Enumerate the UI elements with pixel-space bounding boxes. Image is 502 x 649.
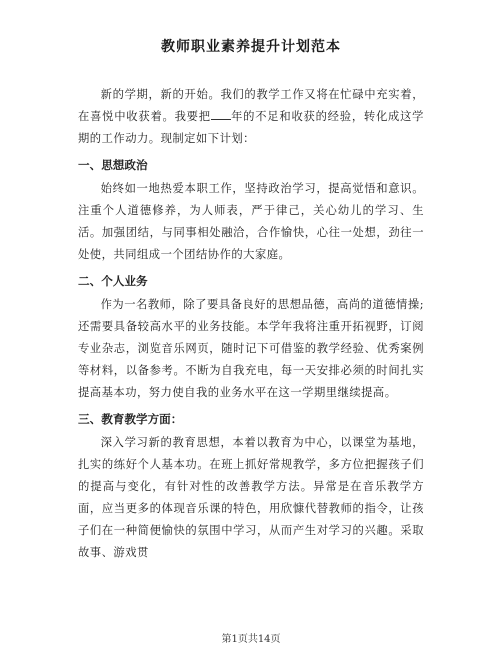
blank-underline: [211, 109, 231, 120]
section-body-teaching: 深入学习新的教育思想，本着以教育为中心，以课堂为基地，扎实的练好个人基本功。在班上抓好常规教学，多方位把握孩子们的提高与变化，有针对性的改善教学方法。异常是在音乐教学方面，应当更多的体现音乐课的特色，用欣慷代替教师的指令，让孩子们在一种简便愉快的氛围中学习，从而产生对学习的兴趣。采取故事、游戏贯: [78, 436, 424, 559]
section-heading-teaching: 三、教育教学方面：: [78, 412, 183, 426]
intro-text-a: 新的学期，新的开始。我们的教学工作又将在忙碌中充实着，在喜悦中收获着。我要把: [78, 88, 424, 123]
intro-text-b: 年的不足和收获的经验，转化成这学期的工作动力。现制定如下计划：: [78, 110, 424, 145]
intro-paragraph: [78, 84, 424, 150]
section-heading-business: 二、个人业务: [78, 274, 148, 288]
page-footer: 第1页共14页: [221, 634, 281, 645]
section-heading-politics: 一、思想政治: [78, 158, 148, 172]
document-title: 教师职业素养提升计划范本: [161, 39, 341, 55]
document-body: [78, 84, 424, 564]
section-body-politics: 始终如一地热爱本职工作，坚持政治学习，提高觉悟和意识。注重个人道德修养，为人师表，严于律己，关心幼儿的学习、生活。加强团结，与同事相处融洽，合作愉快，心往一处想，劲往一处使，共同组成一个团结协作的大家庭。: [78, 182, 424, 261]
section-body-business: 作为一名教师，除了要具备良好的思想品德，高尚的道德情操;还需要具备较高水平的业务技能。本学年我将注重开拓视野，订阅专业杂志，浏览音乐网页，随时记下可借鉴的教学经验、优秀案例等材料，以备参考。不断为自我充电，每一天安排必须的时间扎实提高基本功，努力使自我的业务水平在这一学期里继续提高。: [78, 298, 424, 399]
